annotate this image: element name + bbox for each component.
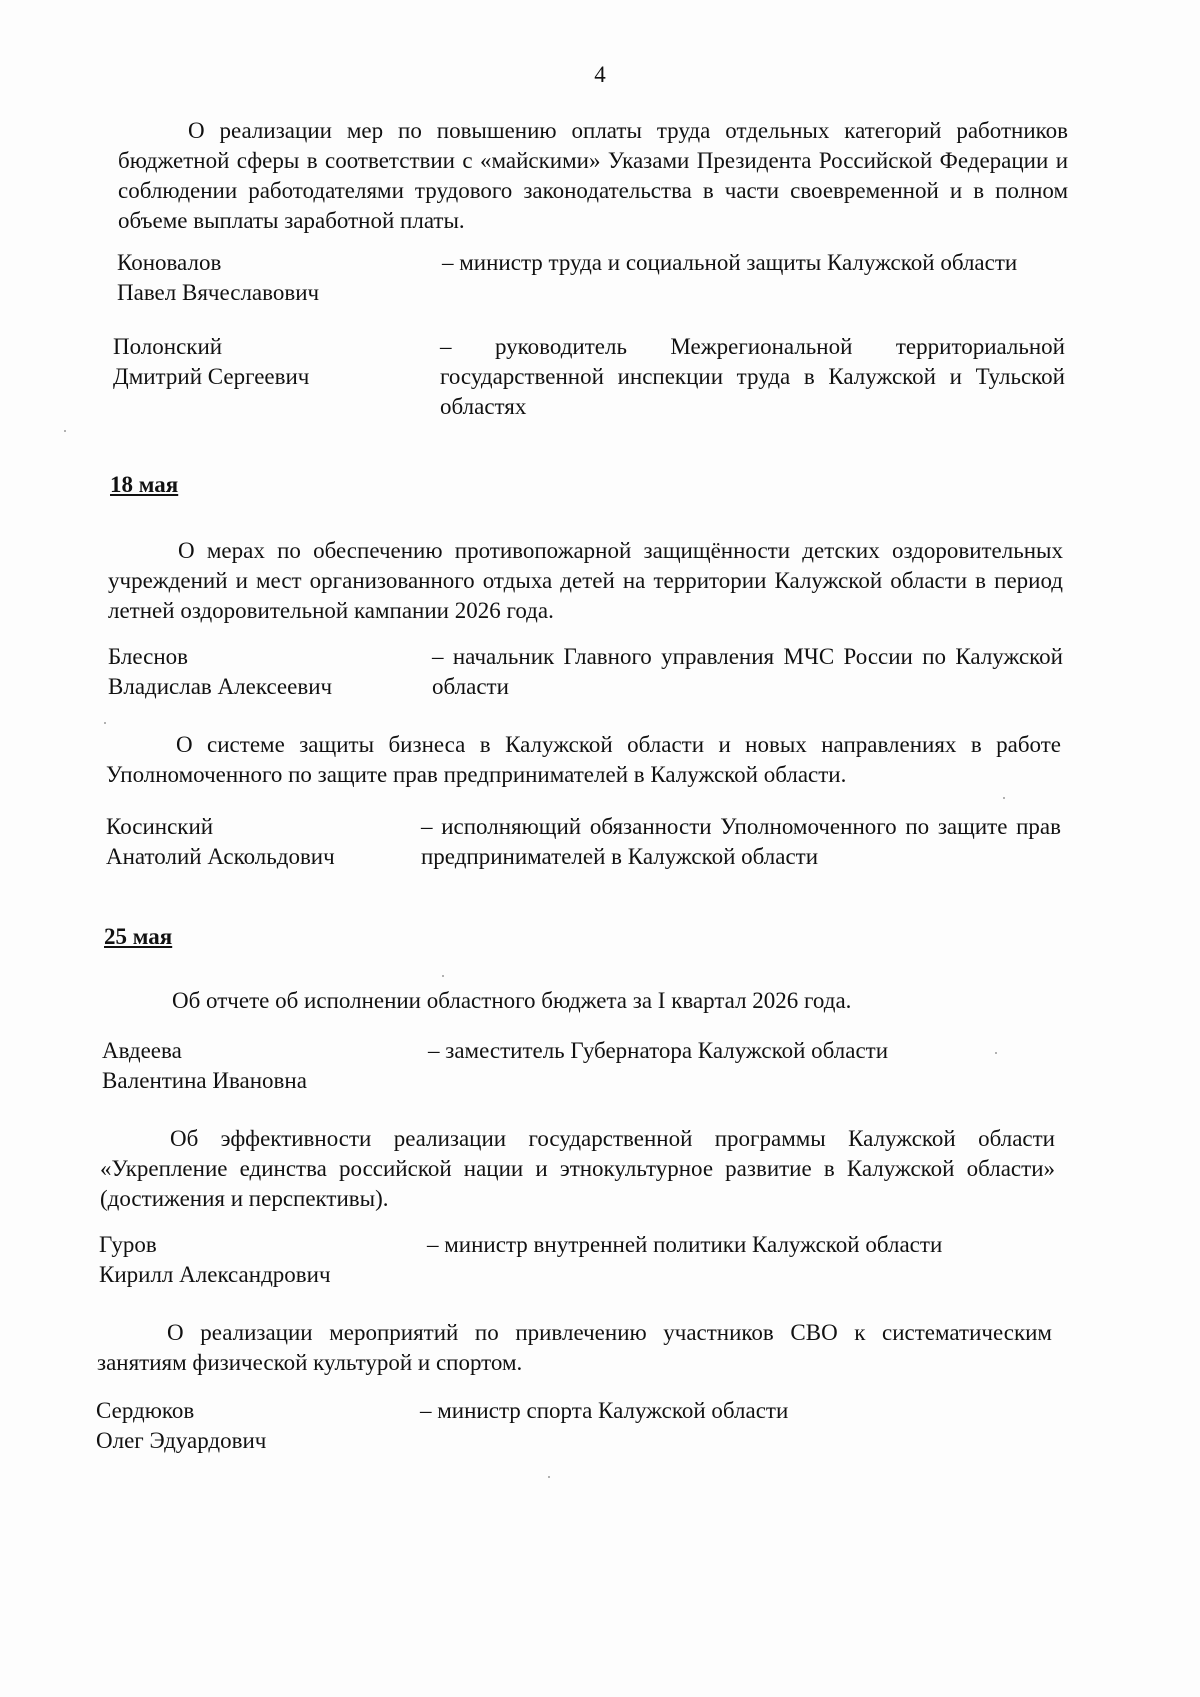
speaker-role: – заместитель Губернатора Калужской области bbox=[428, 1038, 889, 1063]
speaker-entry bbox=[102, 1036, 1057, 1100]
speaker-role: – руководитель Межрегиональной территориальной государственной инспекции труда в Калужской и Тульской областях bbox=[440, 334, 1065, 419]
speaker-surname: Авдеева bbox=[102, 1038, 182, 1063]
speaker-role: – министр внутренней политики Калужской области bbox=[427, 1232, 943, 1257]
scan-speck bbox=[64, 430, 66, 432]
speaker-given-name: Валентина Ивановна bbox=[102, 1068, 307, 1093]
speaker-entry bbox=[99, 1230, 1054, 1294]
speaker-name bbox=[106, 812, 436, 872]
speaker-surname: Полонский bbox=[113, 334, 223, 359]
speaker-entry bbox=[113, 332, 1065, 426]
speaker-surname: Сердюков bbox=[96, 1398, 195, 1423]
speaker-given-name: Владислав Алексеевич bbox=[108, 674, 333, 699]
agenda-topic: О системе защиты бизнеса в Калужской области и новых направлениях в работе Уполномоченного по защите прав предпринимателей в Калужской области. bbox=[106, 732, 1061, 787]
speaker-name bbox=[99, 1230, 429, 1290]
speaker-given-name: Кирилл Александрович bbox=[99, 1262, 331, 1287]
agenda-topic: Об отчете об исполнении областного бюджета за I квартал 2026 года. bbox=[172, 988, 852, 1013]
speaker-role: – начальник Главного управления МЧС России по Калужской области bbox=[432, 644, 1063, 699]
agenda-topic: Об эффективности реализации государственной программы Калужской области «Укрепление единства российской нации и этнокультурное развитие в Калужской области» (достижения и перспективы). bbox=[100, 1126, 1055, 1211]
scan-speck bbox=[995, 1052, 997, 1054]
speaker-surname: Коновалов bbox=[117, 250, 222, 275]
scan-speck bbox=[548, 1476, 550, 1478]
speaker-name bbox=[113, 332, 443, 392]
speaker-name bbox=[102, 1036, 432, 1096]
speaker-entry bbox=[106, 812, 1061, 876]
speaker-given-name: Павел Вячеславович bbox=[117, 280, 320, 305]
speaker-name bbox=[117, 248, 447, 308]
speaker-entry bbox=[96, 1396, 1051, 1460]
scan-speck bbox=[442, 975, 444, 977]
speaker-name bbox=[108, 642, 438, 702]
speaker-given-name: Олег Эдуардович bbox=[96, 1428, 267, 1453]
speaker-role: – министр спорта Калужской области bbox=[420, 1398, 789, 1423]
agenda-date: 18 мая bbox=[110, 472, 179, 497]
speaker-entry bbox=[117, 248, 1067, 312]
scan-speck bbox=[1003, 797, 1005, 799]
speaker-given-name: Анатолий Аскольдович bbox=[106, 844, 335, 869]
speaker-role: – министр труда и социальной защиты Калужской области bbox=[442, 250, 1018, 275]
page-number: 4 bbox=[594, 62, 606, 87]
speaker-given-name: Дмитрий Сергеевич bbox=[113, 364, 310, 389]
speaker-entry bbox=[108, 642, 1063, 706]
speaker-surname: Гуров bbox=[99, 1232, 157, 1257]
agenda-date: 25 мая bbox=[104, 924, 173, 949]
speaker-surname: Косинский bbox=[106, 814, 214, 839]
speaker-name bbox=[96, 1396, 426, 1456]
speaker-surname: Блеснов bbox=[108, 644, 189, 669]
agenda-topic: О реализации мер по повышению оплаты труда отдельных категорий работников бюджетной сферы в соответствии с «майскими» Указами Президента Российской Федерации и соблюдении работодателями трудового законодательства в части своевременной и в полном объеме выплаты заработной платы. bbox=[118, 118, 1068, 233]
agenda-topic: О реализации мероприятий по привлечению участников СВО к систематическим занятиям физической культурой и спортом. bbox=[97, 1320, 1052, 1375]
agenda-topic: О мерах по обеспечению противопожарной защищённости детских оздоровительных учреждений и мест организованного отдыха детей на территории Калужской области в период летней оздоровительной кампании 2026 года. bbox=[108, 538, 1063, 623]
speaker-role: – исполняющий обязанности Уполномоченного по защите прав предпринимателей в Калужской области bbox=[421, 814, 1061, 869]
scan-speck bbox=[104, 722, 106, 724]
